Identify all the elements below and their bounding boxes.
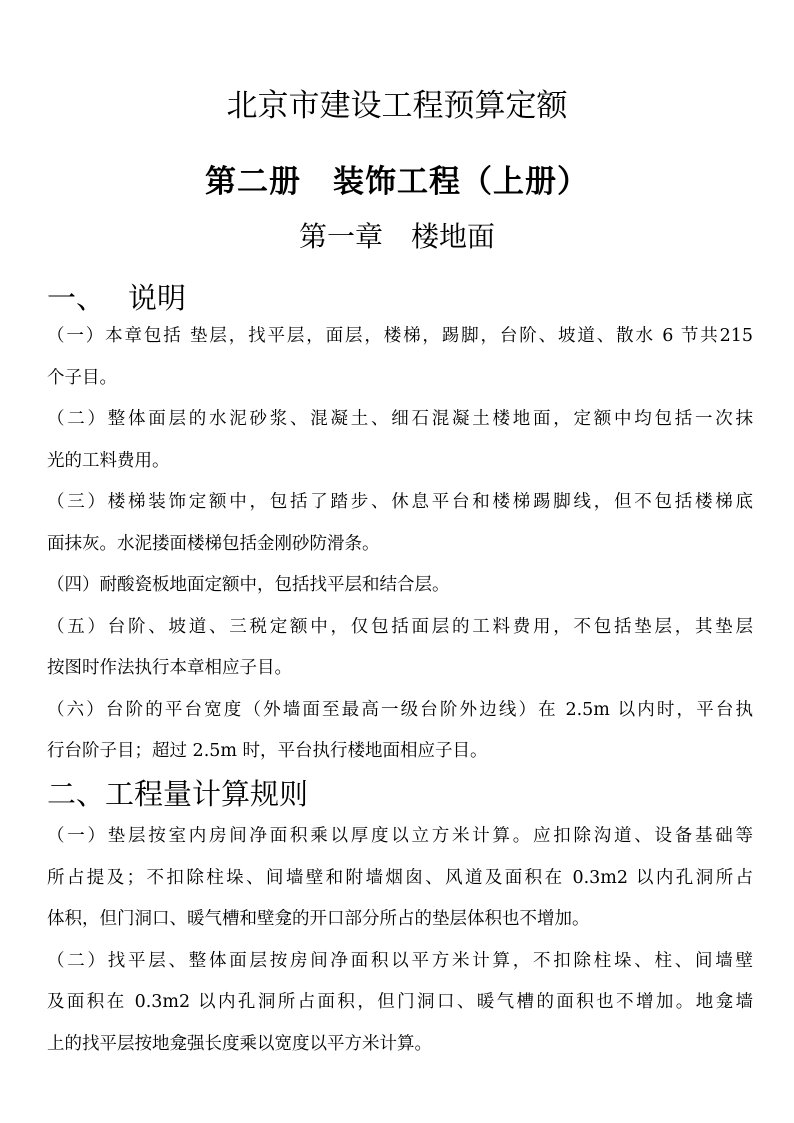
- section1-line-3: （二）整体面层的水泥砂浆、混凝土、细石混凝土楼地面，定额中均包括一次抹: [47, 409, 753, 429]
- section2-line-4: （二）找平层、整体面层按房间净面积以平方米计算，不扣除柱垛、柱、间墙壁: [47, 951, 753, 971]
- section1-line-6: 面抹灰。水泥搂面楼梯包括金刚砂防滑条。: [47, 534, 380, 554]
- section2-line-2: 所占提及；不扣除柱垛、间墙壁和附墙烟囱、风道及面积在 0.3m2 以内孔洞所占: [47, 868, 753, 888]
- section2-line-3: 体积，但门洞口、暖气槽和壁龛的开口部分所占的垫层体积也不增加。: [47, 909, 590, 929]
- section1-line-10: （六）台阶的平台宽度（外墙面至最高一级台阶外边线）在 2.5m 以内时，平台执: [47, 700, 753, 720]
- volume-title: 第二册 装饰工程（上册）: [205, 164, 589, 200]
- section2-heading: 二、工程量计算规则: [47, 777, 309, 811]
- chapter-title: 第一章 楼地面: [298, 220, 495, 253]
- section1-line-1: （一）本章包括 垫层，找平层，面层，楼梯，踢脚，台阶、坡道、散水 6 节共215: [47, 326, 753, 346]
- section1-line-2: 个子目。: [47, 368, 117, 388]
- document-title: 北京市建设工程预算定额: [226, 88, 568, 124]
- section1-heading-text: 说明: [128, 281, 187, 315]
- section1-line-9: 按图时作法执行本章相应子目。: [47, 658, 292, 678]
- section1-line-11: 行台阶子目；超过 2.5m 时，平台执行楼地面相应子目。: [47, 741, 488, 761]
- section2-line-5: 及面积在 0.3m2 以内孔洞所占面积，但门洞口、暖气槽的面积也不增加。地龛墙: [47, 992, 753, 1012]
- section1-heading-number: 一、: [47, 281, 106, 315]
- section2-line-1: （一）垫层按室内房间净面积乘以厚度以立方米计算。应扣除沟道、设备基础等: [47, 826, 753, 846]
- section1-line-4: 光的工料费用。: [47, 451, 170, 471]
- section1-line-8: （五）台阶、坡道、三税定额中，仅包括面层的工料费用，不包括垫层，其垫层: [47, 617, 753, 637]
- section1-line-5: （三）楼梯装饰定额中，包括了踏步、休息平台和楼梯踢脚线，但不包括楼梯底: [47, 492, 753, 512]
- section1-line-7: （四）耐酸瓷板地面定额中，包括找平层和结合层。: [47, 575, 450, 595]
- section2-line-6: 上的找平层按地龛强长度乘以宽度以平方米计算。: [47, 1034, 432, 1054]
